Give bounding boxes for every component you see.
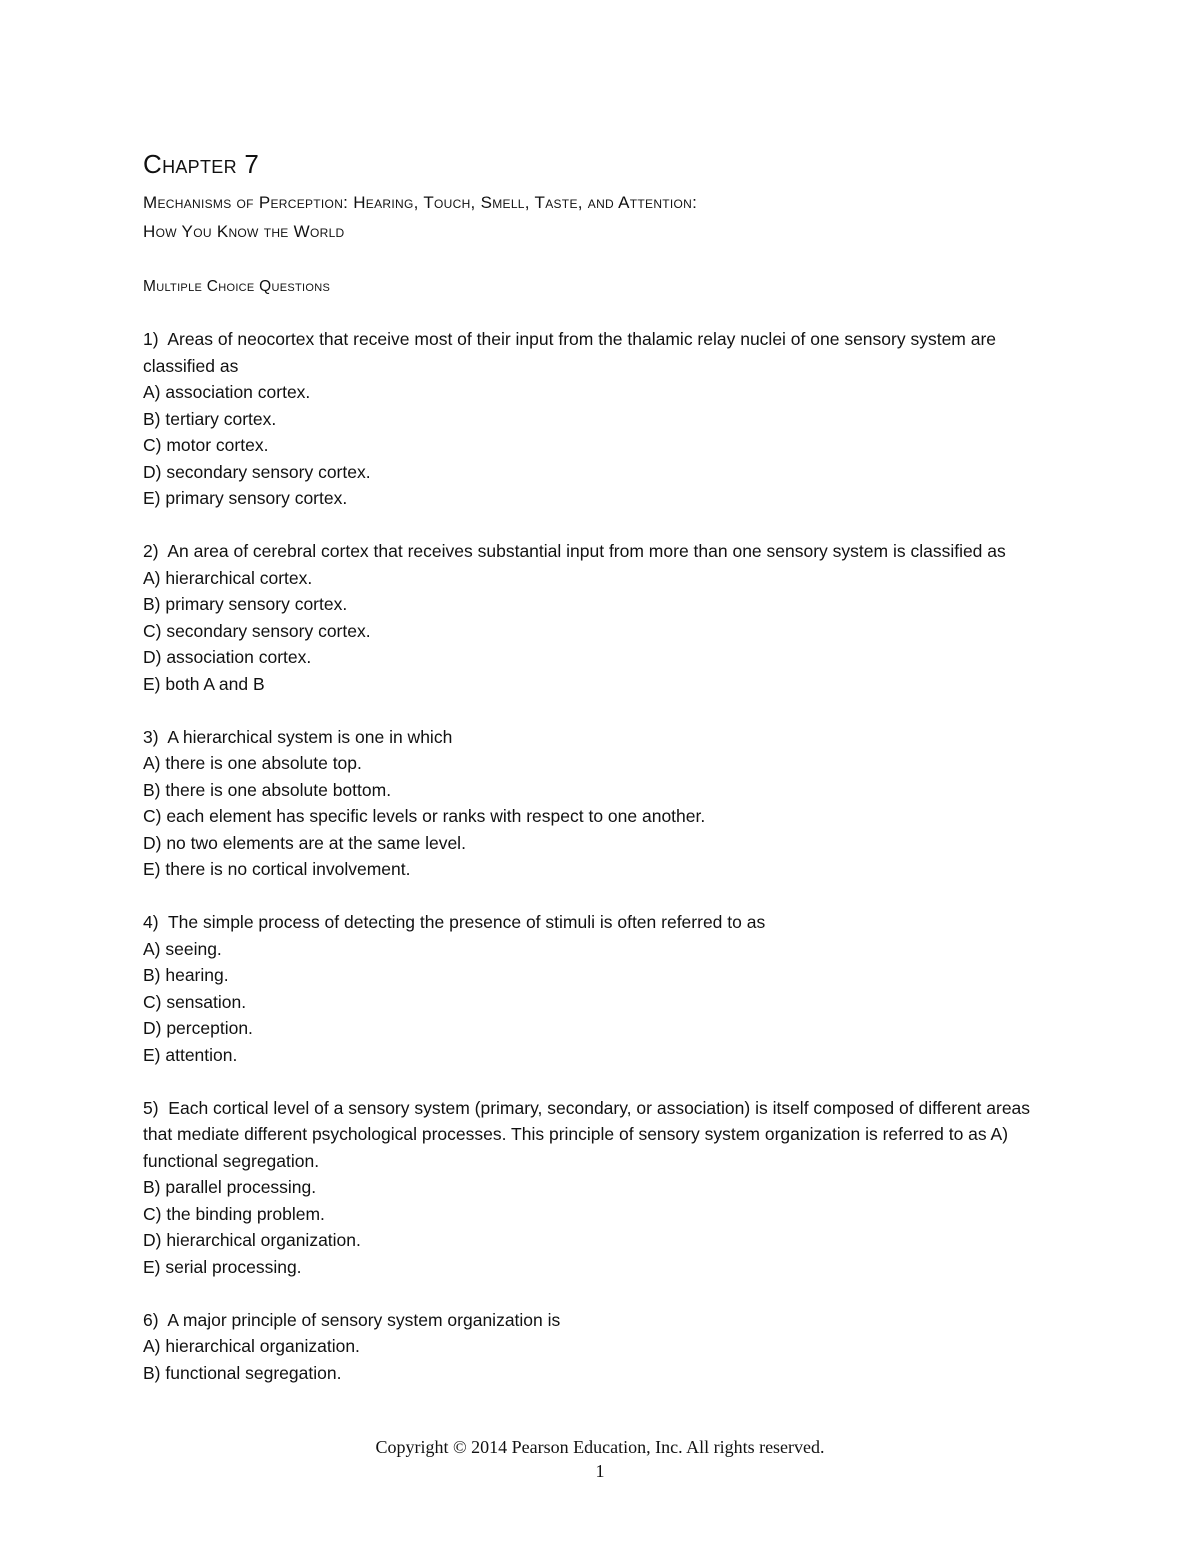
chapter-title: Chapter 7 (143, 149, 260, 179)
answer-option: D) secondary sensory cortex. (143, 461, 371, 482)
answer-option: C) motor cortex. (143, 435, 269, 455)
copyright-footer: Copyright © 2014 Pearson Education, Inc. All rights reserved. (375, 1437, 825, 1457)
answer-option: B) tertiary cortex. (143, 408, 277, 429)
answer-option: D) no two elements are at the same level. (143, 832, 466, 853)
question-stem: 4) The simple process of detecting the presence of stimuli is often referred to as (143, 912, 766, 932)
answer-option: B) there is one absolute bottom. (143, 779, 392, 800)
answer-option: B) primary sensory cortex. (143, 594, 348, 614)
question-list (143, 326, 1043, 1386)
answer-option: E) serial processing. (143, 1256, 302, 1277)
answer-option: C) sensation. (143, 991, 247, 1012)
answer-option: D) association cortex. (143, 647, 312, 667)
answer-option: C) secondary sensory cortex. (143, 620, 371, 641)
question-item (143, 909, 1043, 1068)
answer-option: A) hierarchical organization. (143, 1336, 360, 1356)
page-number: 1 (595, 1461, 605, 1481)
answer-option: C) each element has specific levels or ranks with respect to one another. (143, 806, 706, 826)
section-title: Multiple Choice Questions (143, 278, 331, 295)
answer-option: E) there is no cortical involvement. (143, 859, 411, 879)
question-item (143, 1307, 1043, 1387)
question-stem: 6) A major principle of sensory system organization is (143, 1309, 561, 1330)
answer-option: E) primary sensory cortex. (143, 488, 348, 508)
answer-option: D) hierarchical organization. (143, 1230, 361, 1250)
chapter-subtitle-line-2: How You Know the World (143, 222, 345, 241)
answer-option: B) functional segregation. (143, 1362, 342, 1383)
answer-option: A) seeing. (143, 938, 222, 959)
answer-option: B) parallel processing. (143, 1177, 317, 1197)
question-stem: 2) An area of cerebral cortex that receives substantial input from more than one sensory system is classified as (143, 541, 1006, 561)
page-content (143, 148, 1043, 1413)
question-item (143, 1095, 1043, 1281)
answer-option: E) attention. (143, 1044, 238, 1065)
question-stem: 1) Areas of neocortex that receive most of their input from the thalamic relay nuclei of one sensory system are classified as (143, 329, 1001, 376)
answer-option: A) association cortex. (143, 382, 311, 402)
answer-option: B) hearing. (143, 965, 229, 985)
answer-option: A) there is one absolute top. (143, 753, 362, 773)
question-item (143, 724, 1043, 883)
answer-option: D) perception. (143, 1018, 253, 1038)
answer-option: C) the binding problem. (143, 1203, 325, 1224)
answer-option: E) both A and B (143, 673, 265, 694)
chapter-subtitle-line-1: Mechanisms of Perception: Hearing, Touch, Smell, Taste, and Attention: (143, 193, 698, 212)
answer-option: A) hierarchical cortex. (143, 567, 313, 588)
question-stem: 3) A hierarchical system is one in which (143, 726, 453, 747)
question-stem: 5) Each cortical level of a sensory system (primary, secondary, or association) is itself composed of different areas that mediate different psychological processes. This principle of sensory system organization is referred to as A) functional segregation. (143, 1097, 1035, 1171)
question-item (143, 538, 1043, 697)
question-item (143, 326, 1043, 512)
